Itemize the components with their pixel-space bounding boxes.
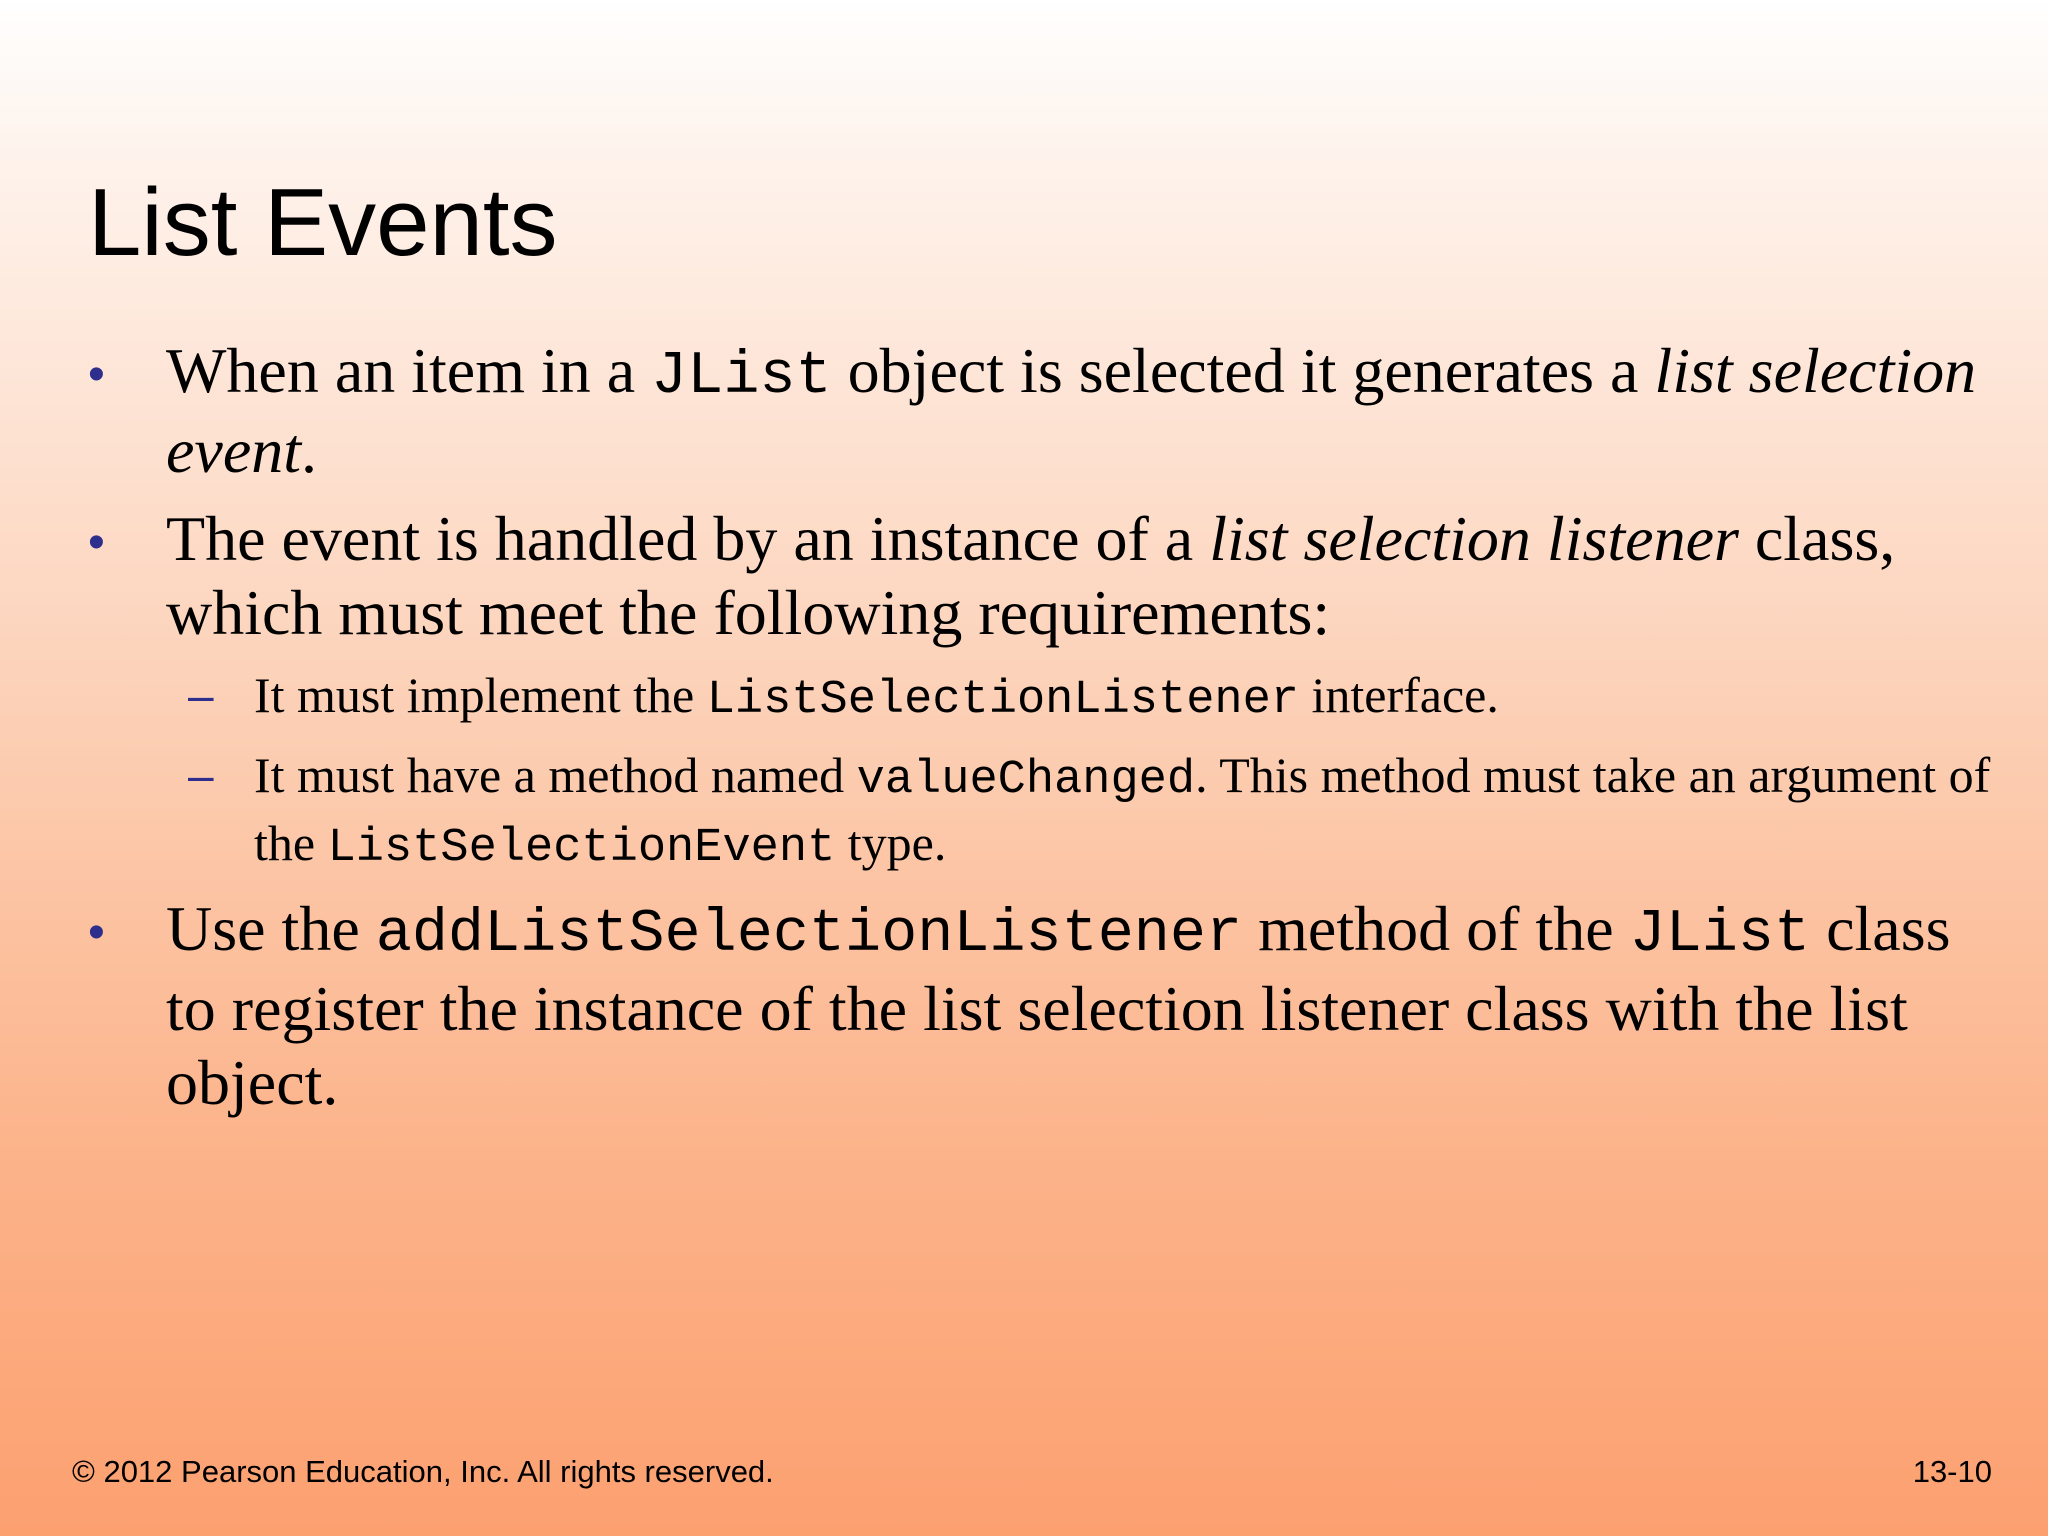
sub-bullet-text-segment: . This method must take an argument of the: [254, 747, 1991, 871]
sub-bullet-text-segment: It must implement the: [254, 667, 707, 723]
bullet-text-segment: Use the: [166, 893, 376, 964]
bullet-dot-icon: •: [88, 906, 105, 959]
slide-title: List Events: [88, 169, 558, 276]
dash-icon: –: [188, 669, 214, 721]
bullet-text-segment: .: [301, 415, 317, 486]
bullet-text-segment: The event is handled by an instance of a: [166, 503, 1210, 574]
sub-bullet-text-segment: type.: [835, 815, 947, 871]
dash-icon: –: [188, 749, 214, 801]
italic-term: list selection event: [166, 335, 1977, 486]
bullet-item: [88, 502, 2008, 650]
sub-bullet-item: [88, 664, 2008, 732]
bullet-dot-icon: •: [88, 348, 105, 401]
code-term: ListSelectionEvent: [327, 822, 836, 875]
footer-copyright: © 2012 Pearson Education, Inc. All rights reserved.: [72, 1454, 774, 1489]
bullet-text-segment: When an item in a: [166, 335, 652, 406]
sub-bullet-text-segment: interface.: [1299, 667, 1499, 723]
code-term: valueChanged: [856, 754, 1196, 807]
code-term: JList: [651, 343, 832, 411]
slide-content: [88, 334, 2008, 1134]
slide-number: 13-10: [1912, 1454, 1992, 1489]
sub-bullet-text-segment: It must have a method named: [254, 747, 857, 803]
sub-bullet-item: [88, 744, 2008, 880]
code-term: JList: [1629, 901, 1811, 969]
bullet-item: [88, 334, 2008, 488]
bullet-text-segment: class, which must meet the following requirements:: [166, 503, 1896, 648]
code-term: addListSelectionListener: [375, 901, 1243, 969]
bullet-dot-icon: •: [88, 516, 105, 569]
code-term: ListSelectionListener: [706, 674, 1300, 727]
bullet-text-segment: class to register the instance of the list selection listener class with the list object.: [166, 893, 1951, 1118]
bullet-text-segment: method of the: [1242, 893, 1630, 964]
bullet-item: [88, 892, 2008, 1120]
italic-term: list selection listener: [1209, 503, 1739, 574]
bullet-text-segment: object is selected it generates a: [831, 335, 1655, 406]
